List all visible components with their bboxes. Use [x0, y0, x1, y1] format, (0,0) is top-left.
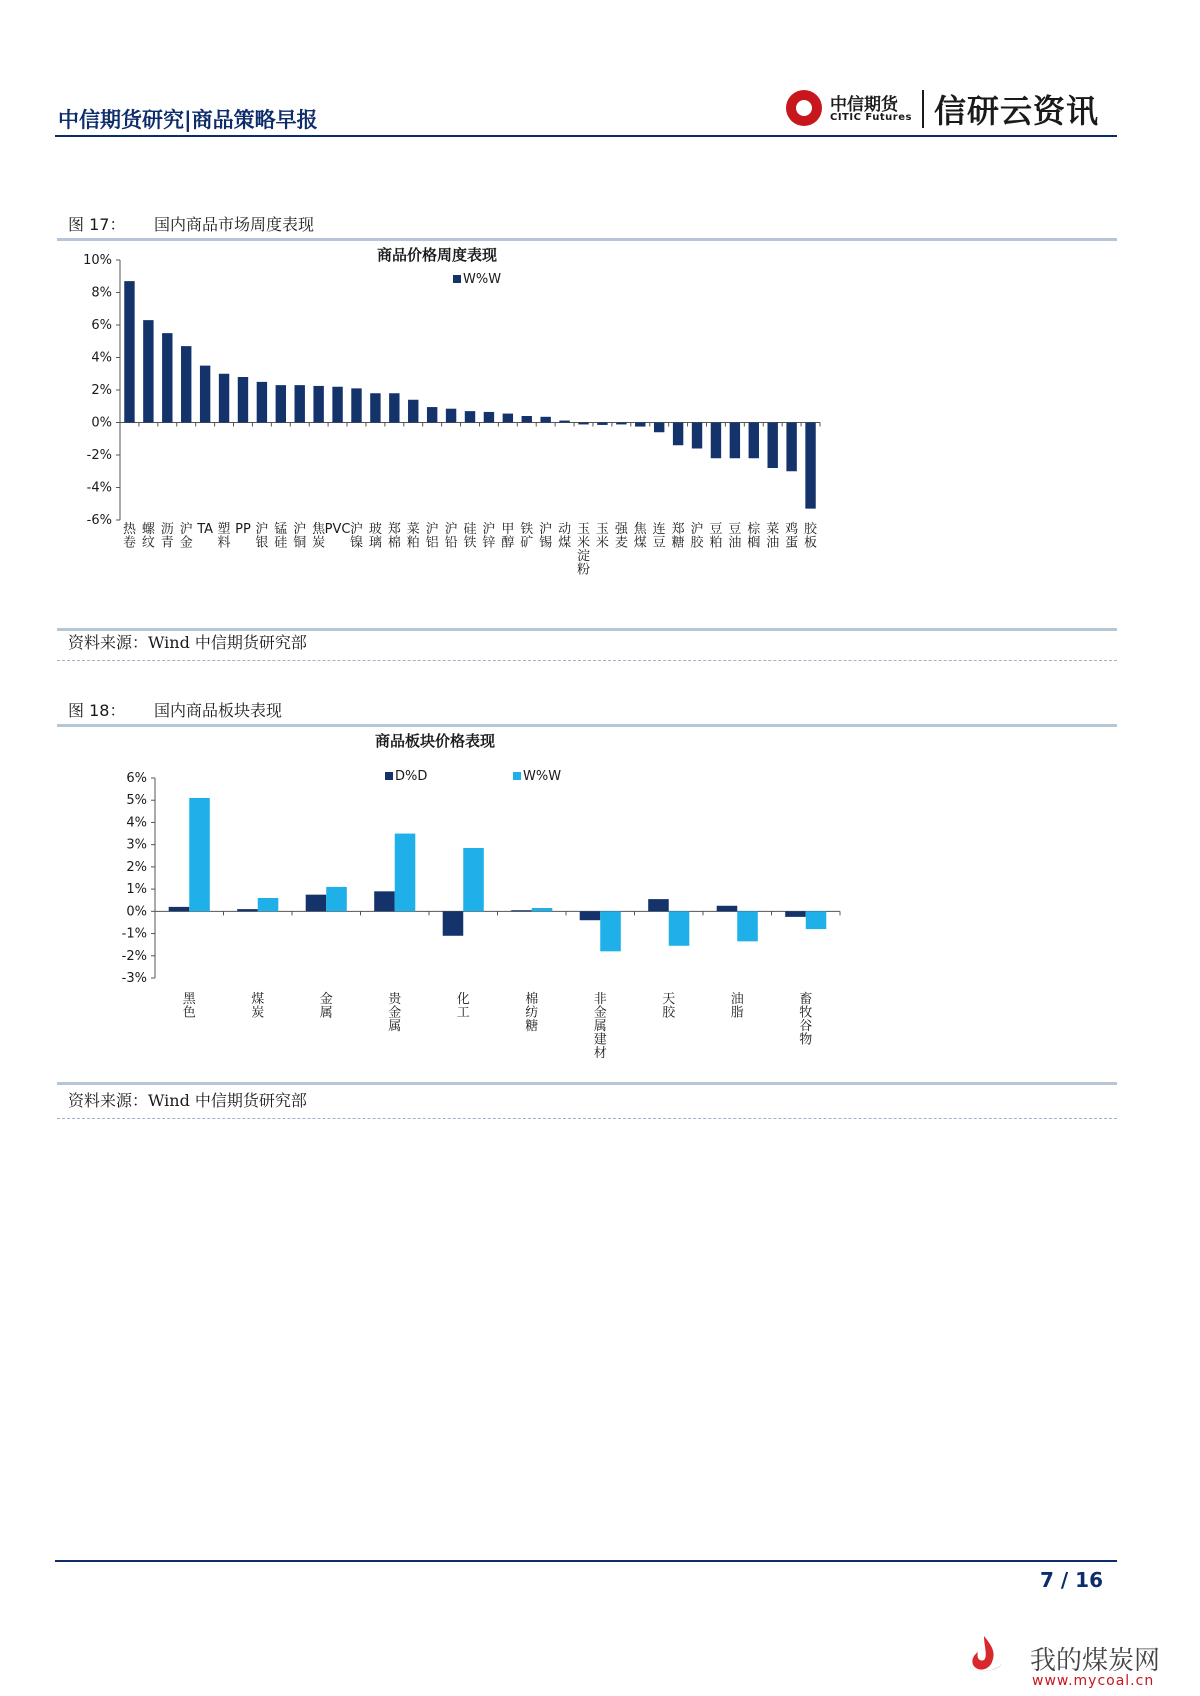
y-tick-label: 2% — [91, 383, 112, 398]
y-tick-label: 6% — [91, 318, 112, 333]
bar-菜粕-W%W — [408, 400, 418, 423]
figure-18-number: 图 18： — [68, 701, 126, 720]
category-label: 天胶 — [662, 992, 676, 1021]
category-label: 金属 — [319, 992, 333, 1021]
logo-chinese-name: 中信期货 — [830, 95, 898, 115]
bar-焦炭-W%W — [313, 386, 323, 423]
bar-贵金属-W%W — [395, 834, 416, 912]
category-label: 甲醇 — [501, 522, 515, 551]
category-label: 玻璃 — [368, 522, 382, 551]
category-label: TA — [197, 522, 214, 537]
bar-热卷-W%W — [124, 281, 134, 422]
bar-金属-D%D — [306, 895, 327, 912]
sector-performance-chart — [57, 728, 857, 1068]
category-label: 连豆 — [652, 522, 666, 551]
citic-logo-icon — [786, 90, 822, 126]
bar-PP-W%W — [238, 377, 248, 423]
legend-swatch-2 — [513, 772, 521, 780]
category-label: 沪铅 — [444, 522, 458, 551]
brand-name: 信研云资讯 — [934, 92, 1100, 130]
bar-畜牧谷物-D%D — [785, 911, 806, 917]
y-tick-label: 0% — [91, 415, 112, 431]
bar-非金属建材-W%W — [600, 911, 621, 951]
bar-金属-W%W — [326, 887, 347, 911]
bar-PVC-W%W — [332, 387, 342, 423]
category-label: 玉米淀粉 — [577, 522, 591, 578]
bar-强麦-W%W — [616, 423, 626, 425]
bar-煤炭-W%W — [258, 898, 279, 911]
bar-豆油-W%W — [730, 423, 740, 459]
chart1-legend — [453, 272, 501, 287]
bar-铁矿-W%W — [522, 416, 532, 423]
chart2-title: 商品板块价格表现 — [374, 732, 496, 750]
category-label: PP — [235, 522, 251, 537]
bar-郑棉-W%W — [389, 393, 399, 422]
category-label: 棉纺糖 — [525, 992, 539, 1034]
category-label: 锰硅 — [274, 522, 288, 551]
category-label: 非金属建材 — [593, 992, 607, 1061]
footer-rule — [55, 1560, 1117, 1562]
category-label: 豆粕 — [709, 522, 723, 551]
category-label: 焦炭 — [312, 522, 326, 551]
y-tick-label: 3% — [126, 837, 147, 853]
category-label: 沪镍 — [349, 522, 363, 551]
bar-油脂-W%W — [737, 911, 758, 941]
bar-沪铅-W%W — [446, 409, 456, 423]
bar-郑糖-W%W — [673, 423, 683, 446]
y-tick-label: 6% — [126, 771, 147, 786]
y-tick-label: 8% — [91, 285, 112, 301]
category-label: 沪银 — [255, 522, 269, 551]
y-tick-label: 10% — [83, 253, 112, 268]
bar-玉米淀粉-W%W — [578, 423, 588, 425]
category-label: 煤炭 — [251, 992, 265, 1021]
bar-非金属建材-D%D — [580, 911, 601, 920]
figure-18-top-band — [57, 724, 1117, 727]
category-label: 黑色 — [182, 992, 196, 1021]
y-tick-label: -4% — [86, 480, 112, 496]
bar-黑色-W%W — [189, 798, 210, 911]
category-label: 沪金 — [179, 522, 193, 551]
bar-硅铁-W%W — [465, 411, 475, 422]
y-tick-label: 4% — [126, 815, 147, 831]
bar-天胶-D%D — [648, 899, 669, 911]
bar-沪银-W%W — [257, 382, 267, 423]
legend-label-2: W%W — [523, 769, 562, 784]
chart2-legend — [385, 769, 561, 784]
y-tick-label: -2% — [86, 448, 112, 463]
figure-17-top-band — [57, 238, 1117, 241]
category-label: 沪胶 — [690, 522, 704, 551]
bar-豆粕-W%W — [711, 423, 721, 459]
bar-焦煤-W%W — [635, 423, 645, 427]
bar-黑色-D%D — [169, 907, 190, 911]
y-tick-label: 0% — [126, 904, 147, 920]
bar-棉纺糖-W%W — [532, 908, 553, 911]
bar-沪胶-W%W — [692, 423, 702, 449]
bar-甲醇-W%W — [503, 414, 513, 423]
category-label: 畜牧谷物 — [799, 992, 813, 1048]
category-label: 硅铁 — [463, 522, 477, 551]
bar-鸡蛋-W%W — [786, 423, 796, 472]
bar-锰硅-W%W — [276, 385, 286, 422]
logo-divider — [922, 90, 924, 128]
y-tick-label: -3% — [121, 971, 147, 986]
logo-english-name: CITIC Futures — [830, 112, 912, 123]
y-tick-label: -1% — [121, 926, 147, 942]
header-rule — [55, 135, 1117, 137]
category-label: 油脂 — [730, 992, 744, 1021]
bar-沪锡-W%W — [540, 417, 550, 423]
category-label: 贵金属 — [388, 992, 402, 1034]
legend-label-1: W%W — [463, 272, 502, 287]
bar-油脂-D%D — [717, 906, 738, 912]
bar-棉纺糖-D%D — [511, 910, 532, 911]
y-tick-label: 2% — [126, 859, 147, 875]
category-label: 沥青 — [160, 522, 174, 551]
figure-17-source-rule — [57, 660, 1117, 661]
category-label: PVC — [324, 522, 351, 537]
bar-玉米-W%W — [597, 423, 607, 425]
bar-TA-W%W — [200, 366, 210, 423]
y-tick-label: -6% — [86, 513, 112, 528]
bar-菜油-W%W — [768, 423, 778, 469]
bar-沪金-W%W — [181, 346, 191, 422]
bar-沪铜-W%W — [295, 385, 305, 422]
category-label: 铁矿 — [520, 522, 534, 551]
bar-沪铝-W%W — [427, 407, 437, 422]
category-label: 郑棉 — [387, 522, 401, 551]
y-tick-label: 5% — [126, 793, 147, 809]
report-title: 中信期货研究|商品策略早报 — [58, 108, 318, 132]
bar-化工-W%W — [463, 848, 484, 911]
figure-17-number: 图 17： — [68, 215, 126, 234]
category-label: 塑料 — [217, 522, 231, 551]
bar-化工-D%D — [443, 911, 464, 935]
bar-沪镍-W%W — [351, 388, 361, 422]
category-label: 强麦 — [614, 522, 628, 551]
category-label: 化工 — [456, 992, 470, 1021]
bar-胶板-W%W — [805, 423, 815, 509]
page-number: 7 / 16 — [1040, 1568, 1103, 1592]
legend-label-1: D%D — [395, 769, 428, 784]
figure-17-source: 资料来源：Wind 中信期货研究部 — [68, 633, 307, 652]
bar-动煤-W%W — [559, 421, 569, 423]
category-label: 沪锡 — [539, 522, 553, 551]
y-tick-label: 4% — [91, 350, 112, 366]
category-label: 玉米 — [595, 522, 609, 551]
bar-煤炭-D%D — [237, 909, 258, 911]
bar-贵金属-D%D — [374, 891, 395, 911]
watermark-url: www.mycoal.cn — [1032, 1673, 1155, 1689]
legend-swatch-1 — [385, 772, 393, 780]
category-label: 沪锌 — [482, 522, 496, 551]
figure-18-source-rule — [57, 1118, 1117, 1119]
category-label: 焦煤 — [633, 522, 647, 551]
bar-沥青-W%W — [162, 333, 172, 422]
flame-logo-icon — [962, 1632, 1006, 1676]
category-label: 螺纹 — [141, 522, 155, 551]
legend-swatch-1 — [453, 275, 461, 283]
chart1-title: 商品价格周度表现 — [376, 246, 498, 264]
category-label: 热卷 — [122, 522, 136, 551]
category-label: 郑糖 — [671, 522, 685, 551]
figure-18-bottom-band — [57, 1082, 1117, 1085]
category-label: 鸡蛋 — [785, 522, 799, 551]
category-label: 菜粕 — [406, 522, 420, 551]
bar-螺纹-W%W — [143, 320, 153, 422]
category-label: 胶板 — [804, 522, 818, 551]
watermark-text: 我的煤炭网 — [1030, 1646, 1161, 1676]
figure-18-caption: 国内商品板块表现 — [154, 701, 283, 720]
category-label: 棕榈 — [747, 522, 761, 551]
bar-畜牧谷物-W%W — [806, 911, 827, 929]
figure-17-caption: 国内商品市场周度表现 — [154, 215, 315, 234]
category-label: 沪铜 — [293, 522, 307, 551]
bar-连豆-W%W — [654, 423, 664, 433]
bar-塑料-W%W — [219, 374, 229, 423]
bar-天胶-W%W — [669, 911, 690, 945]
category-label: 沪铝 — [425, 522, 439, 551]
bar-棕榈-W%W — [749, 423, 759, 459]
bar-沪锌-W%W — [484, 412, 494, 423]
y-tick-label: 1% — [126, 882, 147, 898]
weekly-commodity-chart — [57, 242, 857, 592]
category-label: 动煤 — [558, 522, 572, 551]
figure-18-source: 资料来源：Wind 中信期货研究部 — [68, 1091, 307, 1110]
category-label: 豆油 — [728, 522, 742, 551]
bar-玻璃-W%W — [370, 393, 380, 422]
category-label: 菜油 — [766, 522, 780, 551]
y-tick-label: -2% — [121, 948, 147, 964]
